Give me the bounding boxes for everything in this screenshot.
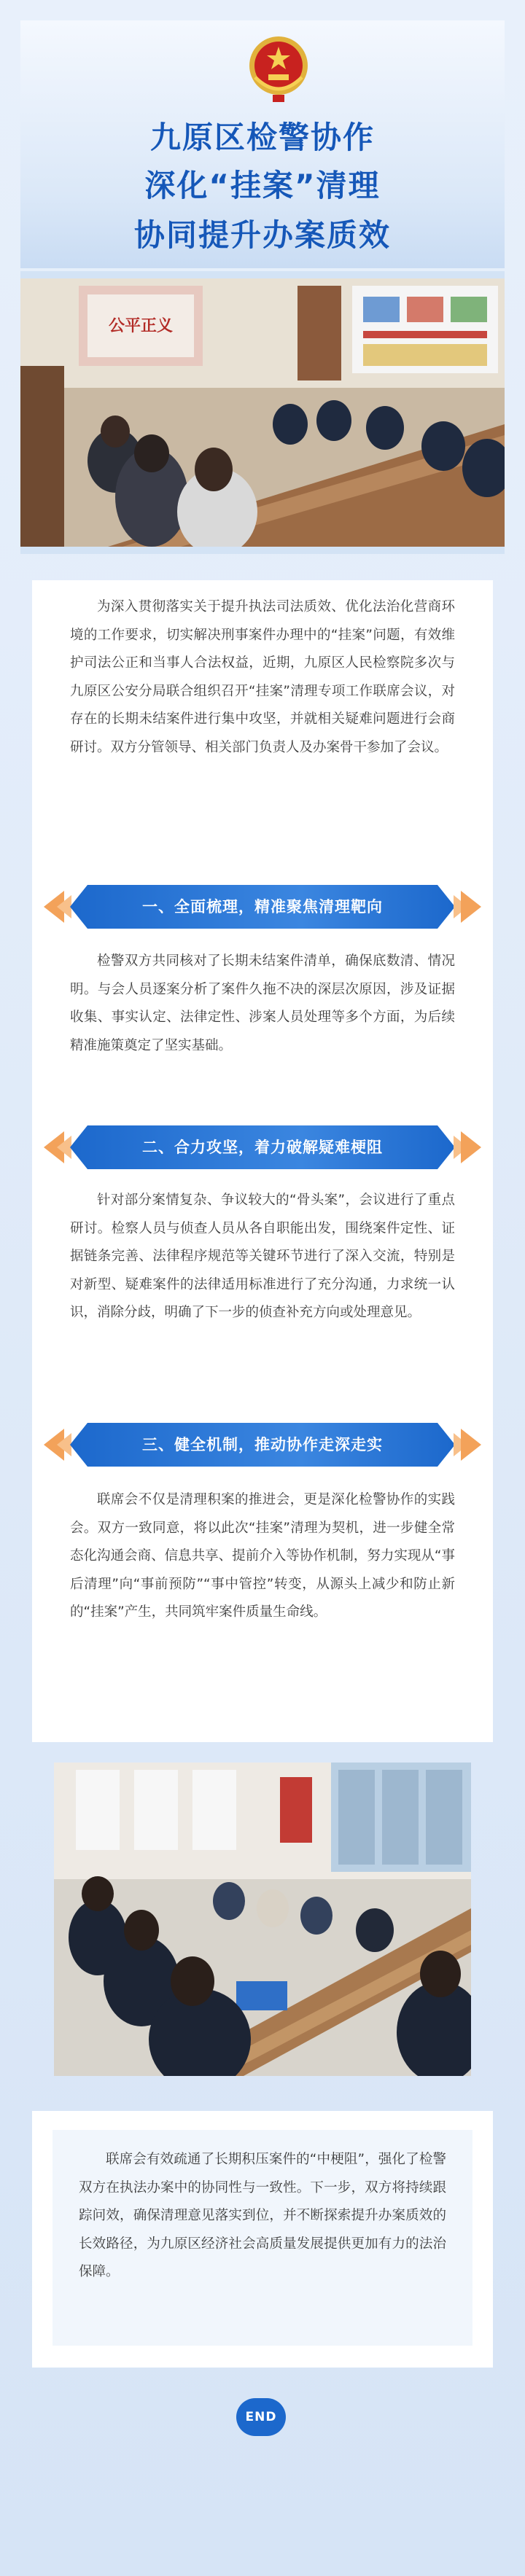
section-3-paragraph: 联席会不仅是清理积案的推进会，更是深化检警协作的实践会。双方一致同意，将以此次“挂案”清理为契机，进一步健全常态化沟通会商、信息共享、提前介入等协作机制，努力实现从“事后清理”向“事前预防”“事中管控”转变，从源头上减少和防止新的“挂案”产生，共同筑牢案件质量生命线。 (70, 1492, 455, 1620)
page-title-line-2: 深化“挂案”清理 (144, 168, 381, 203)
end-badge: END (236, 2398, 286, 2436)
meeting-photo-top (20, 271, 505, 554)
meeting-room-photo (54, 1763, 471, 2076)
banner-text: 公平正义 (108, 317, 174, 335)
conclusion-paragraph: 联席会有效疏通了长期积压案件的“中梗阻”，强化了检警双方在执法办案中的协同性与一致性。下一步，双方将持续跟踪问效，确保清理意见落实到位，并不断探索提升办案质效的长效路径，为九原区经济社会高质量发展提供更加有力的法治保障。 (79, 2152, 446, 2279)
section-heading-label: 二、合力攻坚，着力破解疑难梗阻 (142, 1139, 383, 1156)
page-title-line-1: 九原区检警协作 (149, 120, 375, 155)
page-title-line-3: 协同提升办案质效 (133, 217, 391, 253)
conclusion-card (32, 2111, 493, 2368)
meeting-photo-middle (54, 1763, 471, 2076)
article-card (32, 580, 493, 1742)
conclusion-box (52, 2130, 472, 2346)
arrow-left-icon (57, 1136, 71, 1159)
section-1-paragraph: 检警双方共同核对了长期未结案件清单，确保底数清、情况明。与会人员逐案分析了案件久拖不决的深层次原因，涉及证据收集、事实认定、法律定性、涉案人员处理等多个方面，为后续精准施策奠定了坚实基础。 (70, 953, 455, 1053)
arrow-right-icon (461, 1429, 481, 1461)
meeting-room-photo (20, 278, 505, 547)
arrow-left-icon (57, 895, 71, 918)
article-header (20, 20, 505, 268)
section-heading-label: 三、健全机制，推动协作走深走实 (142, 1436, 383, 1453)
section-heading-1 (70, 885, 455, 929)
procuratorate-emblem-icon (246, 34, 311, 104)
arrow-right-icon (461, 1131, 481, 1163)
arrow-right-icon (461, 891, 481, 923)
section-2-paragraph: 针对部分案情复杂、争议较大的“骨头案”，会议进行了重点研讨。检察人员与侦查人员从各自职能出发，围绕案件定性、证据链条完善、法律程序规范等关键环节进行了深入交流，特别是对新型、疑难案件的法律适用标准进行了充分沟通，力求统一认识，消除分歧，明确了下一步的侦查补充方向或处理意见。 (70, 1193, 455, 1320)
section-heading-3 (70, 1423, 455, 1467)
section-heading-2 (70, 1125, 455, 1169)
section-heading-label: 一、全面梳理，精准聚焦清理靶向 (142, 898, 383, 916)
intro-paragraph: 为深入贯彻落实关于提升执法司法质效、优化法治化营商环境的工作要求，切实解决刑事案件办理中的“挂案”问题，有效维护司法公正和当事人合法权益，近期，九原区人民检察院多次与九原区公安分局联合组织召开“挂案”清理专项工作联席会议，对存在的长期未结案件进行集中攻坚，并就相关疑难问题进行会商研讨。双方分管领导、相关部门负责人及办案骨干参加了会议。 (70, 599, 455, 755)
arrow-left-icon (57, 1433, 71, 1456)
